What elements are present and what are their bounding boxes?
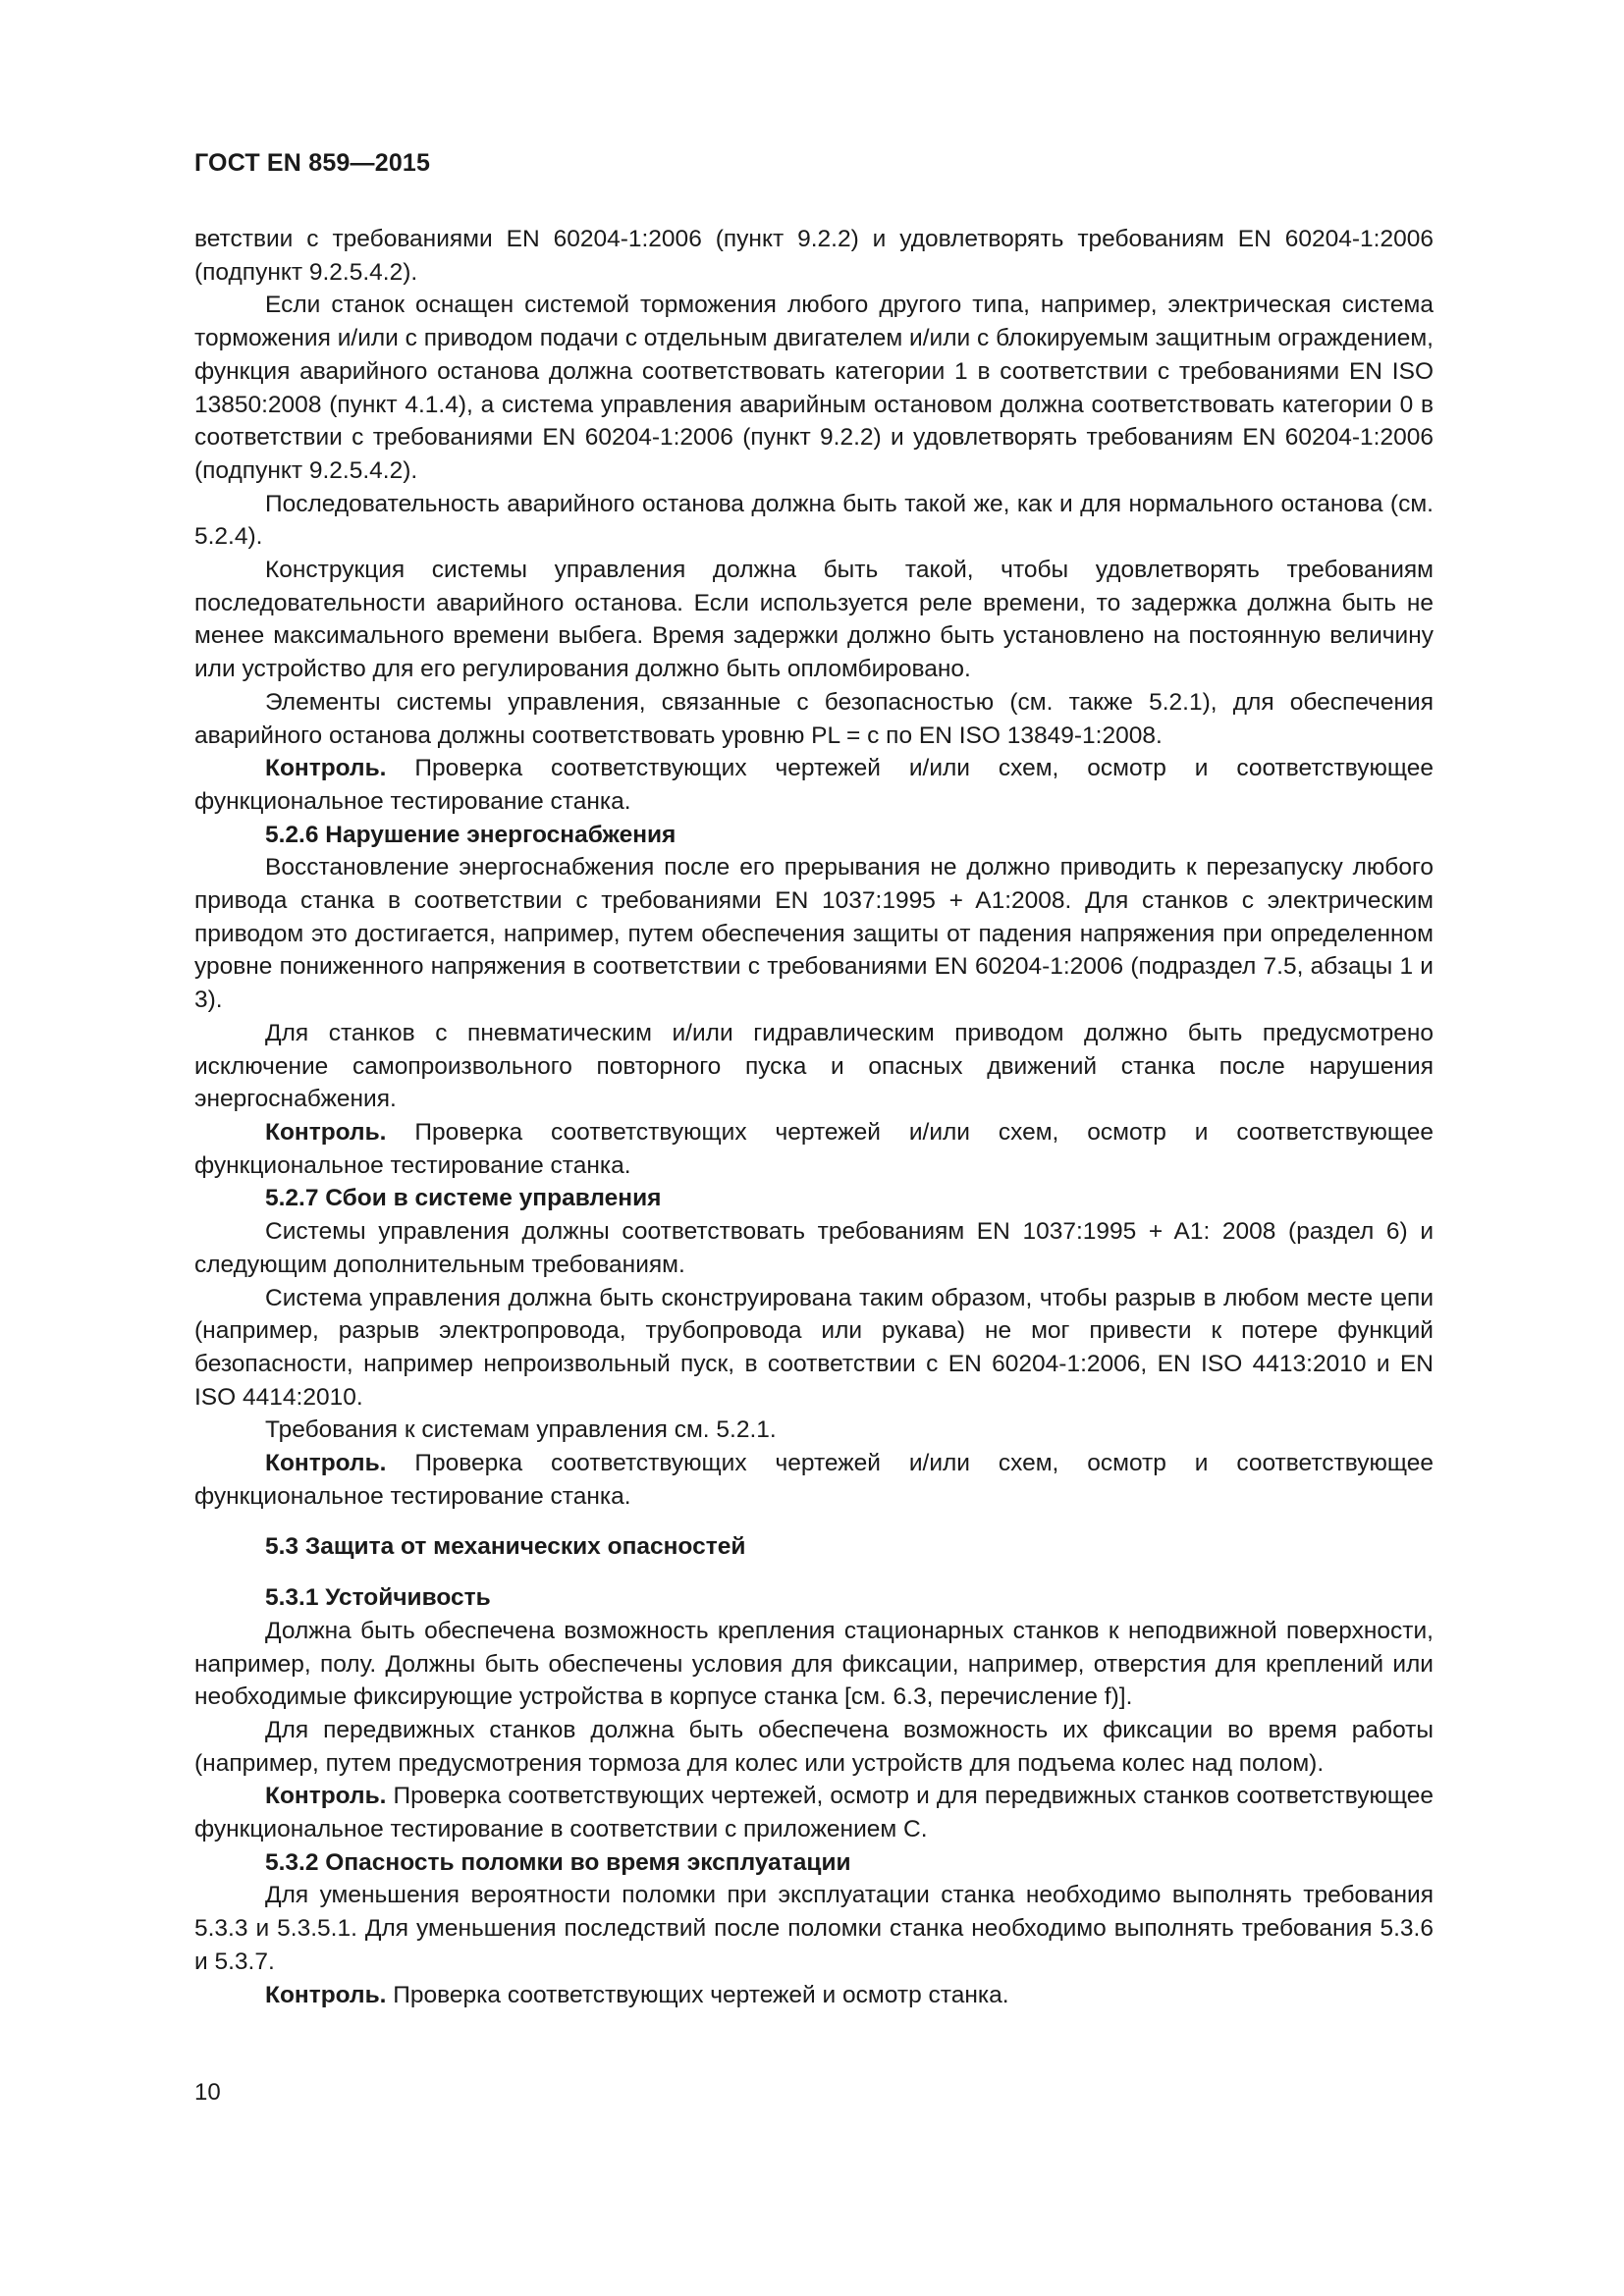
control-text: Проверка соответствующих чертежей и/или схем, осмотр и соответствующее функциональное тестирование станка.: [194, 1118, 1434, 1179]
control-text: Проверка соответствующих чертежей и/или схем, осмотр и соответствующее функциональное тестирование станка.: [194, 1450, 1434, 1510]
control-label: Контроль.: [265, 1783, 387, 1810]
paragraph: Конструкция системы управления должна быть такой, чтобы удовлетворять требованиям последовательности аварийного останова. Если используется реле времени, то задержка должна быть не менее максимального времени выбега. Время задержки должно быть установлено на постоянную величину или устройство для его регулирования должно быть опломбировано.: [194, 557, 1434, 683]
paragraph: ветствии с требованиями EN 60204-1:2006 (пункт 9.2.2) и удовлетворять требованиям EN 60204-1:2006 (подпункт 9.2.5.4.2).: [194, 226, 1434, 286]
control-paragraph: [194, 752, 1434, 818]
control-paragraph: [194, 1116, 1434, 1182]
control-paragraph: [194, 1979, 1434, 2012]
paragraph: Элементы системы управления, связанные с безопасностью (см. также 5.2.1), для обеспечения аварийного останова должны соответствовать уровню PL = c по EN ISO 13849-1:2008.: [194, 688, 1434, 749]
paragraph: Должна быть обеспечена возможность крепления стационарных станков к неподвижной поверхности, например, полу. Должны быть обеспечены условия для фиксации, например, отверстия для креплений или необходимые фиксирующие устройства в корпусе станка [см. 6.3, перечисление f)].: [194, 1617, 1434, 1711]
control-label: Контроль.: [265, 1118, 387, 1146]
paragraph: Для уменьшения вероятности поломки при эксплуатации станка необходимо выполнять требования 5.3.3 и 5.3.5.1. Для уменьшения последствий после поломки станка необходимо выполнять требования 5.3.6 и 5.3.7.: [194, 1882, 1434, 1975]
section-heading-5-2-6: 5.2.6 Нарушение энергоснабжения: [265, 821, 677, 848]
paragraph: Последовательность аварийного останова должна быть такой же, как и для нормального останова (см. 5.2.4).: [194, 490, 1434, 551]
paragraph: Восстановление энергоснабжения после его прерывания не должно приводить к перезапуску любого привода станка в соответствии с требованиями EN 1037:1995 + A1:2008. Для станков с электрическим приводом это достигается, например, путем обеспечения защиты от падения напряжения при определенном уровне пониженного напряжения в соответствии с требованиями EN 60204-1:2006 (подраздел 7.5, абзацы 1 и 3).: [194, 854, 1434, 1014]
paragraph: Системы управления должны соответствовать требованиям EN 1037:1995 + A1: 2008 (раздел 6) и следующим дополнительным требованиям.: [194, 1218, 1434, 1278]
document-body: [194, 223, 1434, 2011]
paragraph: Требования к системам управления см. 5.2.1.: [265, 1416, 777, 1444]
document-header: ГОСТ EN 859—2015: [194, 149, 431, 177]
section-heading-5-3-1: 5.3.1 Устойчивость: [265, 1584, 491, 1612]
paragraph: Для станков с пневматическим и/или гидравлическим приводом должно быть предусмотрено исключение самопроизвольного повторного пуска и опасных движений станка после нарушения энергоснабжения.: [194, 1019, 1434, 1113]
page-number: 10: [194, 2079, 221, 2106]
control-label: Контроль.: [265, 755, 387, 782]
control-paragraph: [194, 1780, 1434, 1845]
control-text: Проверка соответствующих чертежей, осмотр и для передвижных станков соответствующее функциональное тестирование в соответствии с приложением С.: [194, 1783, 1434, 1843]
paragraph: Для передвижных станков должна быть обеспечена возможность их фиксации во время работы (например, путем предусмотрения тормоза для колес или устройств для подъема колес над полом).: [194, 1716, 1434, 1777]
section-heading-5-3: 5.3 Защита от механических опасностей: [265, 1533, 746, 1561]
control-paragraph: [194, 1447, 1434, 1513]
section-heading-5-2-7: 5.2.7 Сбои в системе управления: [265, 1185, 662, 1212]
section-heading-5-3-2: 5.3.2 Опасность поломки во время эксплуатации: [265, 1848, 851, 1876]
control-label: Контроль.: [265, 1981, 387, 2008]
paragraph: Система управления должна быть сконструирована таким образом, чтобы разрыв в любом месте цепи (например, разрыв электропровода, трубопровода или рукава) не мог привести к потере функций безопасности, например непроизвольный пуск, в соответствии с EN 60204-1:2006, EN ISO 4413:2010 и EN ISO 4414:2010.: [194, 1284, 1434, 1411]
control-label: Контроль.: [265, 1450, 387, 1477]
control-text: Проверка соответствующих чертежей и осмотр станка.: [386, 1981, 1009, 2008]
paragraph: Если станок оснащен системой торможения любого другого типа, например, электрическая система торможения и/или с приводом подачи с отдельным двигателем и/или с блокируемым защитным ограждением, функция аварийного останова должна соответствовать категории 1 в соответствии с требованиями EN ISO 13850:2008 (пункт 4.1.4), а система управления аварийным остановом должна соответствовать категории 0 в соответствии с требованиями EN 60204-1:2006 (пункт 9.2.2) и удовлетворять требованиям EN 60204-1:2006 (подпункт 9.2.5.4.2).: [194, 292, 1434, 484]
control-text: Проверка соответствующих чертежей и/или схем, осмотр и соответствующее функциональное тестирование станка.: [194, 755, 1434, 815]
